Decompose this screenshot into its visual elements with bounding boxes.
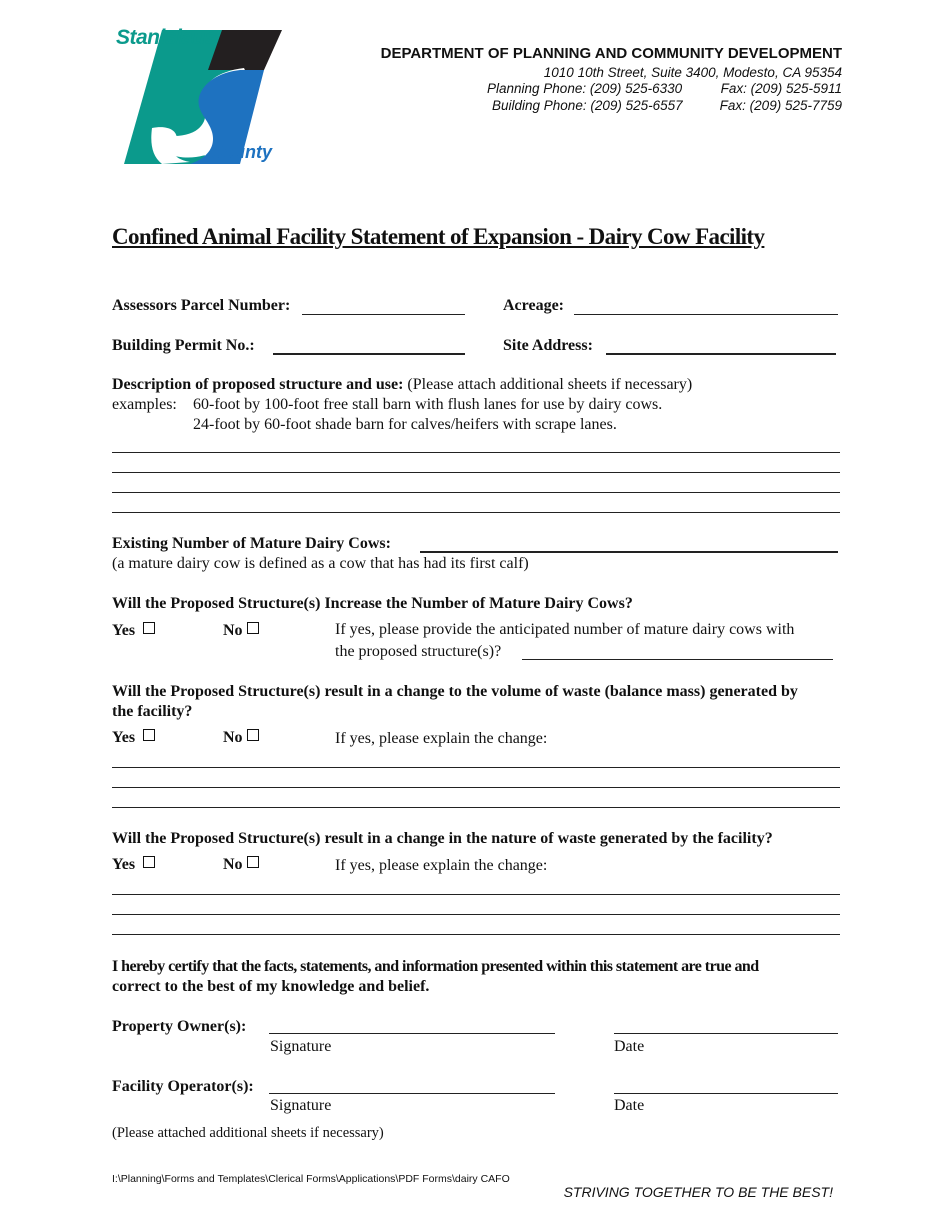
q3-no-label: No	[223, 856, 243, 873]
site-input[interactable]	[606, 353, 836, 355]
existing-cows-note: (a mature dairy cow is defined as a cow that has had its first calf)	[112, 555, 529, 572]
q2-yes-checkbox[interactable]	[143, 729, 155, 741]
q3-no[interactable]	[223, 856, 259, 874]
q1-followup-1: If yes, please provide the anticipated number of mature dairy cows with	[335, 621, 795, 638]
file-path: I:\Planning\Forms and Templates\Clerical Forms\Applications\PDF Forms\dairy CAFO	[112, 1173, 510, 1185]
operator-signature-input[interactable]	[269, 1093, 555, 1094]
planning-fax: Fax: (209) 525-5911	[720, 81, 842, 96]
examples-label: examples:	[112, 396, 177, 413]
description-heading	[112, 376, 692, 394]
building-fax: Fax: (209) 525-7759	[719, 98, 842, 113]
q3-line-2[interactable]	[112, 914, 840, 915]
slogan: STRIVING TOGETHER TO BE THE BEST!	[563, 1184, 833, 1200]
existing-cows-input[interactable]	[420, 551, 838, 553]
acreage-label: Acreage:	[503, 297, 564, 314]
q2-line-1[interactable]	[112, 767, 840, 768]
existing-cows-label: Existing Number of Mature Dairy Cows:	[112, 535, 391, 552]
q3-followup: If yes, please explain the change:	[335, 857, 548, 874]
planning-phone: Planning Phone: (209) 525-6330	[487, 81, 683, 96]
q2-question-1: Will the Proposed Structure(s) result in a change to the volume of waste (balance mass) generated by	[112, 683, 798, 700]
q3-yes[interactable]	[112, 856, 155, 874]
q2-no-label: No	[223, 729, 243, 746]
q2-followup: If yes, please explain the change:	[335, 730, 548, 747]
acreage-input[interactable]	[574, 314, 838, 315]
q2-yes-label: Yes	[112, 729, 136, 746]
department-address: 1010 10th Street, Suite 3400, Modesto, CA 95354	[543, 65, 842, 80]
permit-label: Building Permit No.:	[112, 337, 255, 354]
county-logo	[112, 28, 287, 168]
q2-line-3[interactable]	[112, 807, 840, 808]
q1-yes-label: Yes	[112, 622, 136, 639]
operator-date-input[interactable]	[614, 1093, 838, 1094]
q3-line-3[interactable]	[112, 934, 840, 935]
certify-line-2: correct to the best of my knowledge and belief.	[112, 978, 430, 995]
q3-yes-label: Yes	[112, 856, 136, 873]
q3-line-1[interactable]	[112, 894, 840, 895]
q3-yes-checkbox[interactable]	[143, 856, 155, 868]
description-line-1[interactable]	[112, 452, 840, 453]
q1-no-label: No	[223, 622, 243, 639]
department-name: DEPARTMENT OF PLANNING AND COMMUNITY DEVELOPMENT	[380, 45, 842, 62]
q1-yes[interactable]	[112, 622, 155, 640]
operator-date-caption: Date	[614, 1097, 645, 1114]
logo-text-bottom: County	[210, 142, 272, 162]
owner-date-input[interactable]	[614, 1033, 838, 1034]
owner-date-caption: Date	[614, 1038, 645, 1055]
owner-signature-input[interactable]	[269, 1033, 555, 1034]
certify-line-1: I hereby certify that the facts, statements, and information presented within this statement are true and	[112, 958, 759, 975]
logo-text-top: Stanislaus	[116, 26, 217, 49]
description-line-2[interactable]	[112, 472, 840, 473]
q2-question-2: the facility?	[112, 703, 193, 720]
example-2: 24-foot by 60-foot shade barn for calves/heifers with scrape lanes.	[193, 416, 617, 433]
permit-input[interactable]	[273, 353, 465, 355]
q3-question: Will the Proposed Structure(s) result in a change in the nature of waste generated by the facility?	[112, 830, 773, 847]
q2-no-checkbox[interactable]	[247, 729, 259, 741]
description-note: (Please attach additional sheets if necessary)	[403, 376, 693, 393]
q1-yes-checkbox[interactable]	[143, 622, 155, 634]
description-label: Description of proposed structure and use:	[112, 376, 404, 393]
q1-followup-2: the proposed structure(s)?	[335, 643, 502, 660]
q3-no-checkbox[interactable]	[247, 856, 259, 868]
apn-input[interactable]	[302, 314, 465, 315]
building-phone: Building Phone: (209) 525-6557	[492, 98, 683, 113]
example-1: 60-foot by 100-foot free stall barn with flush lanes for use by dairy cows.	[193, 396, 663, 413]
owner-label: Property Owner(s):	[112, 1018, 247, 1035]
operator-label: Facility Operator(s):	[112, 1078, 254, 1095]
q1-count-input[interactable]	[522, 659, 833, 660]
additional-sheets-note: (Please attached additional sheets if necessary)	[112, 1125, 384, 1141]
q1-no-checkbox[interactable]	[247, 622, 259, 634]
description-line-3[interactable]	[112, 492, 840, 493]
operator-signature-caption: Signature	[270, 1097, 332, 1114]
q2-no[interactable]	[223, 729, 259, 747]
q2-yes[interactable]	[112, 729, 155, 747]
q2-line-2[interactable]	[112, 787, 840, 788]
q1-no[interactable]	[223, 622, 259, 640]
owner-signature-caption: Signature	[270, 1038, 332, 1055]
q1-question: Will the Proposed Structure(s) Increase the Number of Mature Dairy Cows?	[112, 595, 633, 612]
description-line-4[interactable]	[112, 512, 840, 513]
apn-label: Assessors Parcel Number:	[112, 297, 291, 314]
form-title: Confined Animal Facility Statement of Expansion - Dairy Cow Facility	[112, 224, 765, 249]
site-label: Site Address:	[503, 337, 593, 354]
